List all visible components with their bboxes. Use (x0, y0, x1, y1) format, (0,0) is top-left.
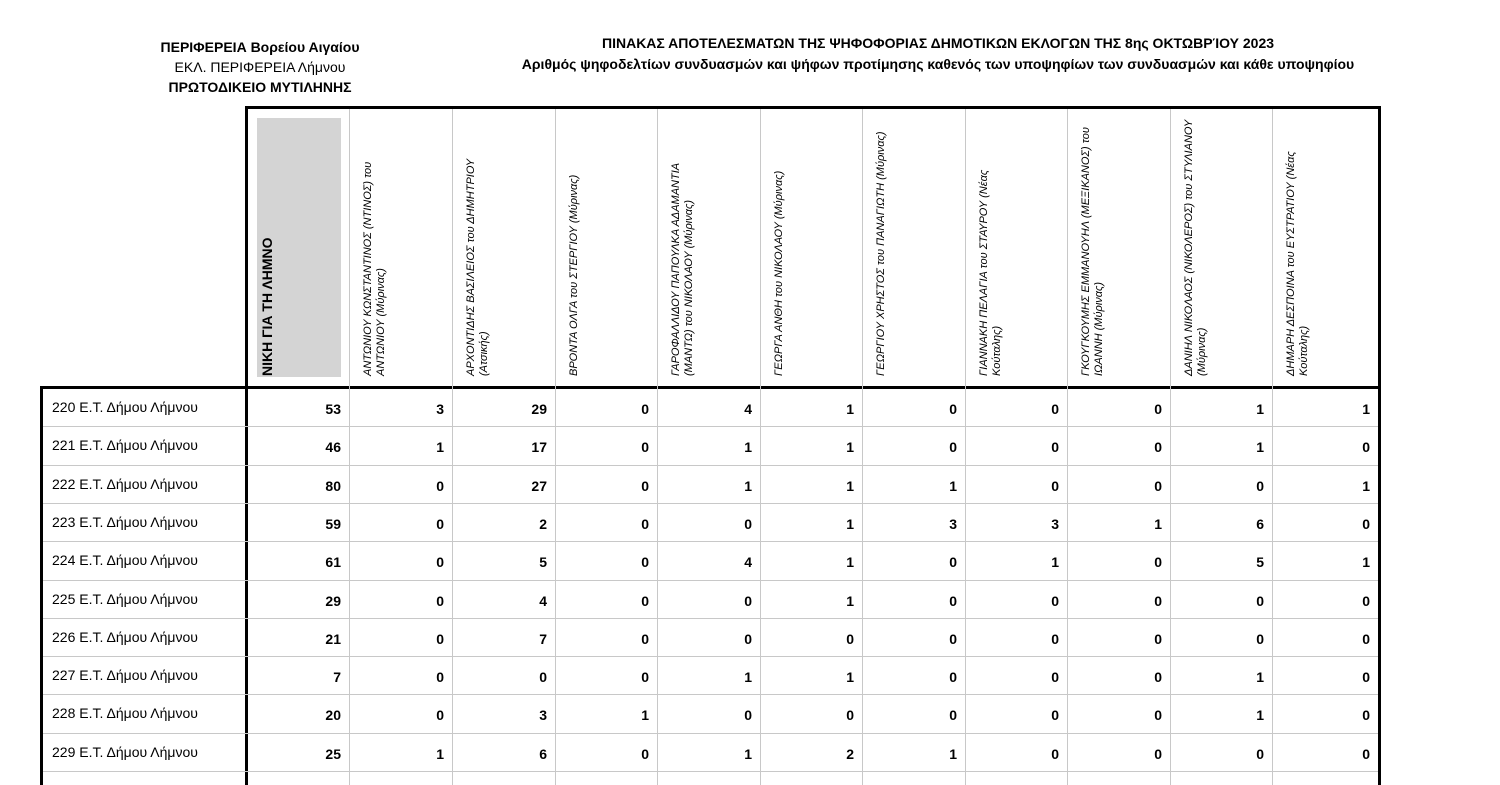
vote-cell: 0 (949, 669, 957, 686)
row-label: 227 Ε.Τ. Δήμου Λήμνου (52, 667, 198, 684)
vote-cell: 4 (539, 592, 547, 609)
row-label: 221 Ε.Τ. Δήμου Λήμνου (52, 437, 198, 454)
vote-cell: 0 (1362, 515, 1370, 532)
vote-cell: 1 (949, 745, 957, 762)
vote-cell: 1 (436, 439, 444, 456)
vote-cell: 0 (1051, 669, 1059, 686)
vote-cell: 0 (1154, 707, 1162, 724)
vote-cell: 0 (1362, 630, 1370, 647)
row-label: 225 Ε.Τ. Δήμου Λήμνου (52, 590, 198, 607)
column-header (978, 110, 1064, 386)
column-header (875, 110, 962, 386)
vote-cell: 80 (325, 477, 341, 494)
row-divider (43, 465, 1378, 466)
column-header (465, 110, 552, 386)
vote-cell: 0 (949, 630, 957, 647)
row-divider (43, 656, 1378, 657)
column-header-label: ΓΑΡΟΦΑΛΛΙΔΟΥ ΠΑΠΟΥΛΚΑ ΑΔΑΜΑΝΤΙΑ (ΜΑΝΤΩ) του ΝΙΚΟΛΑΟΥ (Μύρινας) (670, 163, 695, 376)
vote-cell: 0 (436, 515, 444, 532)
vote-cell: 0 (1154, 439, 1162, 456)
row-divider (43, 694, 1378, 695)
table-right-border (1378, 106, 1381, 785)
table-top-border (245, 106, 1381, 109)
vote-cell: 1 (846, 669, 854, 686)
vote-cell: 0 (1362, 669, 1370, 686)
vote-cell: 0 (1362, 745, 1370, 762)
vote-cell: 0 (1256, 630, 1264, 647)
vote-cell: 0 (949, 554, 957, 571)
column-header-label: ΑΝΤΩΝΙΟΥ ΚΩΝΣΤΑΝΤΙΝΟΣ (ΝΤΙΝΟΣ) του ΑΝΤΩΝΙΟΥ (Μύρινας) (362, 161, 387, 376)
vote-cell: 0 (744, 707, 752, 724)
vote-cell: 0 (1362, 439, 1370, 456)
vote-cell: 0 (539, 669, 547, 686)
header-bottom-border (40, 386, 1381, 389)
vote-cell: 0 (436, 707, 444, 724)
row-label: 229 Ε.Τ. Δήμου Λήμνου (52, 743, 198, 760)
vote-cell: 0 (641, 477, 649, 494)
column-header-label: ΒΡΟΝΤΑ ΟΛΓΑ του ΣΤΕΡΓΙΟΥ (Μύρινας) (568, 174, 580, 376)
row-label: 226 Ε.Τ. Δήμου Λήμνου (52, 628, 198, 645)
vote-cell: 0 (641, 745, 649, 762)
column-header-label: ΝΙΚΗ ΓΙΑ ΤΗ ΛΗΜΝΟ (259, 237, 275, 376)
vote-cell: 0 (846, 707, 854, 724)
vote-cell: 0 (1154, 477, 1162, 494)
column-header-label: ΓΚΟΥΓΚΟΥΜΗΣ ΕΜΜΑΝΟΥΗΛ (ΜΕΞΙΚΑΝΟΣ) του ΙΩΑΝΝΗ (Μύρινας) (1080, 127, 1105, 376)
vote-cell: 0 (1051, 401, 1059, 417)
vote-cell: 21 (325, 630, 341, 647)
row-label: 222 Ε.Τ. Δήμου Λήμνου (52, 475, 198, 492)
vote-cell: 0 (949, 707, 957, 724)
vote-cell: 0 (744, 515, 752, 532)
vote-cell: 0 (641, 554, 649, 571)
vote-cell: 0 (744, 630, 752, 647)
row-label: 220 Ε.Τ. Δήμου Λήμνου (52, 399, 198, 415)
column-header (773, 110, 859, 386)
vote-cell: 0 (1256, 745, 1264, 762)
column-header (568, 110, 654, 386)
vote-cell: 5 (539, 554, 547, 571)
vote-cell: 3 (949, 515, 957, 532)
row-divider (43, 733, 1378, 734)
table-title: ΠΙΝΑΚΑΣ ΑΠΟΤΕΛΕΣΜΑΤΩΝ ΤΗΣ ΨΗΦΟΦΟΡΙΑΣ ΔΗΜΟΤΙΚΩΝ ΕΚΛΟΓΩΝ ΤΗΣ 8ης ΟΚΤΩΒΡΊΟΥ 2023 (601, 35, 1275, 51)
vote-cell: 7 (333, 669, 341, 686)
vote-cell: 0 (641, 401, 649, 417)
vote-cell: 1 (1256, 439, 1264, 456)
vote-cell: 3 (539, 707, 547, 724)
column-header (1080, 110, 1167, 386)
vote-cell: 1 (846, 592, 854, 609)
vote-cell: 2 (846, 745, 854, 762)
vote-cell: 0 (641, 630, 649, 647)
vote-cell: 0 (1154, 630, 1162, 647)
vote-cell: 1 (641, 707, 649, 724)
vote-cell: 0 (436, 669, 444, 686)
electoral-region: ΕΚΛ. ΠΕΡΙΦΕΡΕΙΑ Λήμνου (174, 59, 346, 75)
vote-cell: 0 (1154, 554, 1162, 571)
region-title: ΠΕΡΙΦΕΡΕΙΑ Βορείου Αιγαίου (160, 39, 360, 55)
vote-cell: 0 (1051, 592, 1059, 609)
column-header-label: ΔΗΜΑΡΗ ΔΕΣΠΟΙΝΑ του ΕΥΣΤΡΑΤΙΟΥ (Νέας Κούταλης) (1285, 151, 1310, 376)
vote-cell: 0 (1256, 592, 1264, 609)
column-header-label: ΓΕΩΡΓΑ ΑΝΘΗ του ΝΙΚΟΛΑΟΥ (Μύρινας) (773, 170, 785, 376)
vote-cell: 3 (1051, 515, 1059, 532)
row-divider (43, 580, 1378, 581)
vote-cell: 1 (1256, 707, 1264, 724)
row-label: 228 Ε.Τ. Δήμου Λήμνου (52, 705, 198, 722)
vote-cell: 1 (846, 554, 854, 571)
vote-cell: 0 (641, 439, 649, 456)
vote-cell: 0 (744, 592, 752, 609)
vote-cell: 1 (436, 745, 444, 762)
vote-cell: 0 (436, 477, 444, 494)
table-subtitle: Αριθμός ψηφοδελτίων συνδυασμών και ψήφων προτίμησης καθενός των υποψηφίων των συνδυασμών και κάθε υποψηφίου (521, 56, 1355, 72)
row-divider (43, 618, 1378, 619)
vote-cell: 20 (325, 707, 341, 724)
vote-cell: 0 (846, 630, 854, 647)
vote-cell: 0 (641, 669, 649, 686)
vote-cell: 1 (744, 477, 752, 494)
vote-cell: 29 (325, 592, 341, 609)
vote-cell: 0 (1154, 401, 1162, 417)
vote-cell: 7 (539, 630, 547, 647)
vote-cell: 0 (436, 630, 444, 647)
column-header (362, 110, 449, 386)
row-label: 223 Ε.Τ. Δήμου Λήμνου (52, 513, 198, 530)
vote-cell: 0 (436, 554, 444, 571)
column-header-label: ΓΕΩΡΓΙΟΥ ΧΡΗΣΤΟΣ του ΠΑΝΑΓΙΩΤΗ (Μύρινας) (875, 131, 887, 376)
vote-cell: 0 (1362, 592, 1370, 609)
vote-cell: 0 (1051, 630, 1059, 647)
vote-cell: 1 (1256, 669, 1264, 686)
column-header-label: ΑΡΧΟΝΤΙΔΗΣ ΒΑΣΙΛΕΙΟΣ του ΔΗΜΗΤΡΙΟΥ (Ατσικής) (465, 158, 490, 376)
vote-cell: 1 (744, 745, 752, 762)
vote-cell: 25 (325, 745, 341, 762)
vote-cell: 6 (1256, 515, 1264, 532)
vote-cell: 1 (1362, 554, 1370, 571)
vote-cell: 1 (1362, 401, 1370, 417)
vote-cell: 0 (436, 592, 444, 609)
vote-cell: 3 (436, 401, 444, 417)
row-divider (43, 541, 1378, 542)
vote-cell: 5 (1256, 554, 1264, 571)
vote-cell: 0 (1051, 707, 1059, 724)
column-header (259, 110, 347, 386)
vote-cell: 1 (1154, 515, 1162, 532)
vote-cell: 17 (531, 439, 547, 456)
vote-cell: 29 (531, 401, 547, 417)
vote-cell: 0 (1051, 439, 1059, 456)
row-divider (43, 771, 1378, 772)
column-header (1183, 110, 1269, 386)
vote-cell: 1 (846, 439, 854, 456)
vote-cell: 0 (641, 515, 649, 532)
vote-cell: 0 (1256, 477, 1264, 494)
column-header-label: ΔΑΝΙΗΛ ΝΙΚΟΛΑΟΣ (ΝΙΚΟΛΕΡΟΣ) του ΣΤΥΛΙΑΝΟΥ (Μύρινας) (1183, 119, 1208, 376)
row-divider (43, 503, 1378, 504)
vote-cell: 46 (325, 439, 341, 456)
vote-cell: 0 (641, 592, 649, 609)
vote-cell: 1 (846, 401, 854, 417)
vote-cell: 1 (1051, 554, 1059, 571)
column-header (1285, 110, 1375, 386)
vote-cell: 0 (1154, 592, 1162, 609)
vote-cell: 0 (949, 439, 957, 456)
vote-cell: 1 (1256, 401, 1264, 417)
vote-cell: 4 (744, 554, 752, 571)
vote-cell: 6 (539, 745, 547, 762)
vote-cell: 4 (744, 401, 752, 417)
vote-cell: 1 (1362, 477, 1370, 494)
row-label: 224 Ε.Τ. Δήμου Λήμνου (52, 552, 198, 569)
vote-cell: 27 (531, 477, 547, 494)
vote-cell: 2 (539, 515, 547, 532)
court-name: ΠΡΩΤΟΔΙΚΕΙΟ ΜΥΤΙΛΗΝΗΣ (168, 79, 352, 95)
vote-cell: 0 (1154, 669, 1162, 686)
column-header-label: ΓΙΑΝΝΑΚΗ ΠΕΛΑΓΙΑ του ΣΤΑΥΡΟΥ (Νέας Κούταλης) (978, 169, 1003, 376)
vote-cell: 0 (949, 401, 957, 417)
vote-cell: 1 (744, 439, 752, 456)
vote-cell: 1 (846, 477, 854, 494)
column-header (670, 110, 757, 386)
vote-cell: 0 (1362, 707, 1370, 724)
vote-cell: 1 (846, 515, 854, 532)
vote-cell: 61 (325, 554, 341, 571)
vote-cell: 0 (1051, 477, 1059, 494)
table-left-border (40, 386, 43, 785)
vote-cell: 1 (949, 477, 957, 494)
vote-cell: 0 (1154, 745, 1162, 762)
vote-cell: 53 (325, 401, 341, 417)
vote-cell: 1 (744, 669, 752, 686)
vote-cell: 0 (1051, 745, 1059, 762)
vote-cell: 0 (949, 592, 957, 609)
vote-cell: 59 (325, 515, 341, 532)
row-divider (43, 426, 1378, 427)
